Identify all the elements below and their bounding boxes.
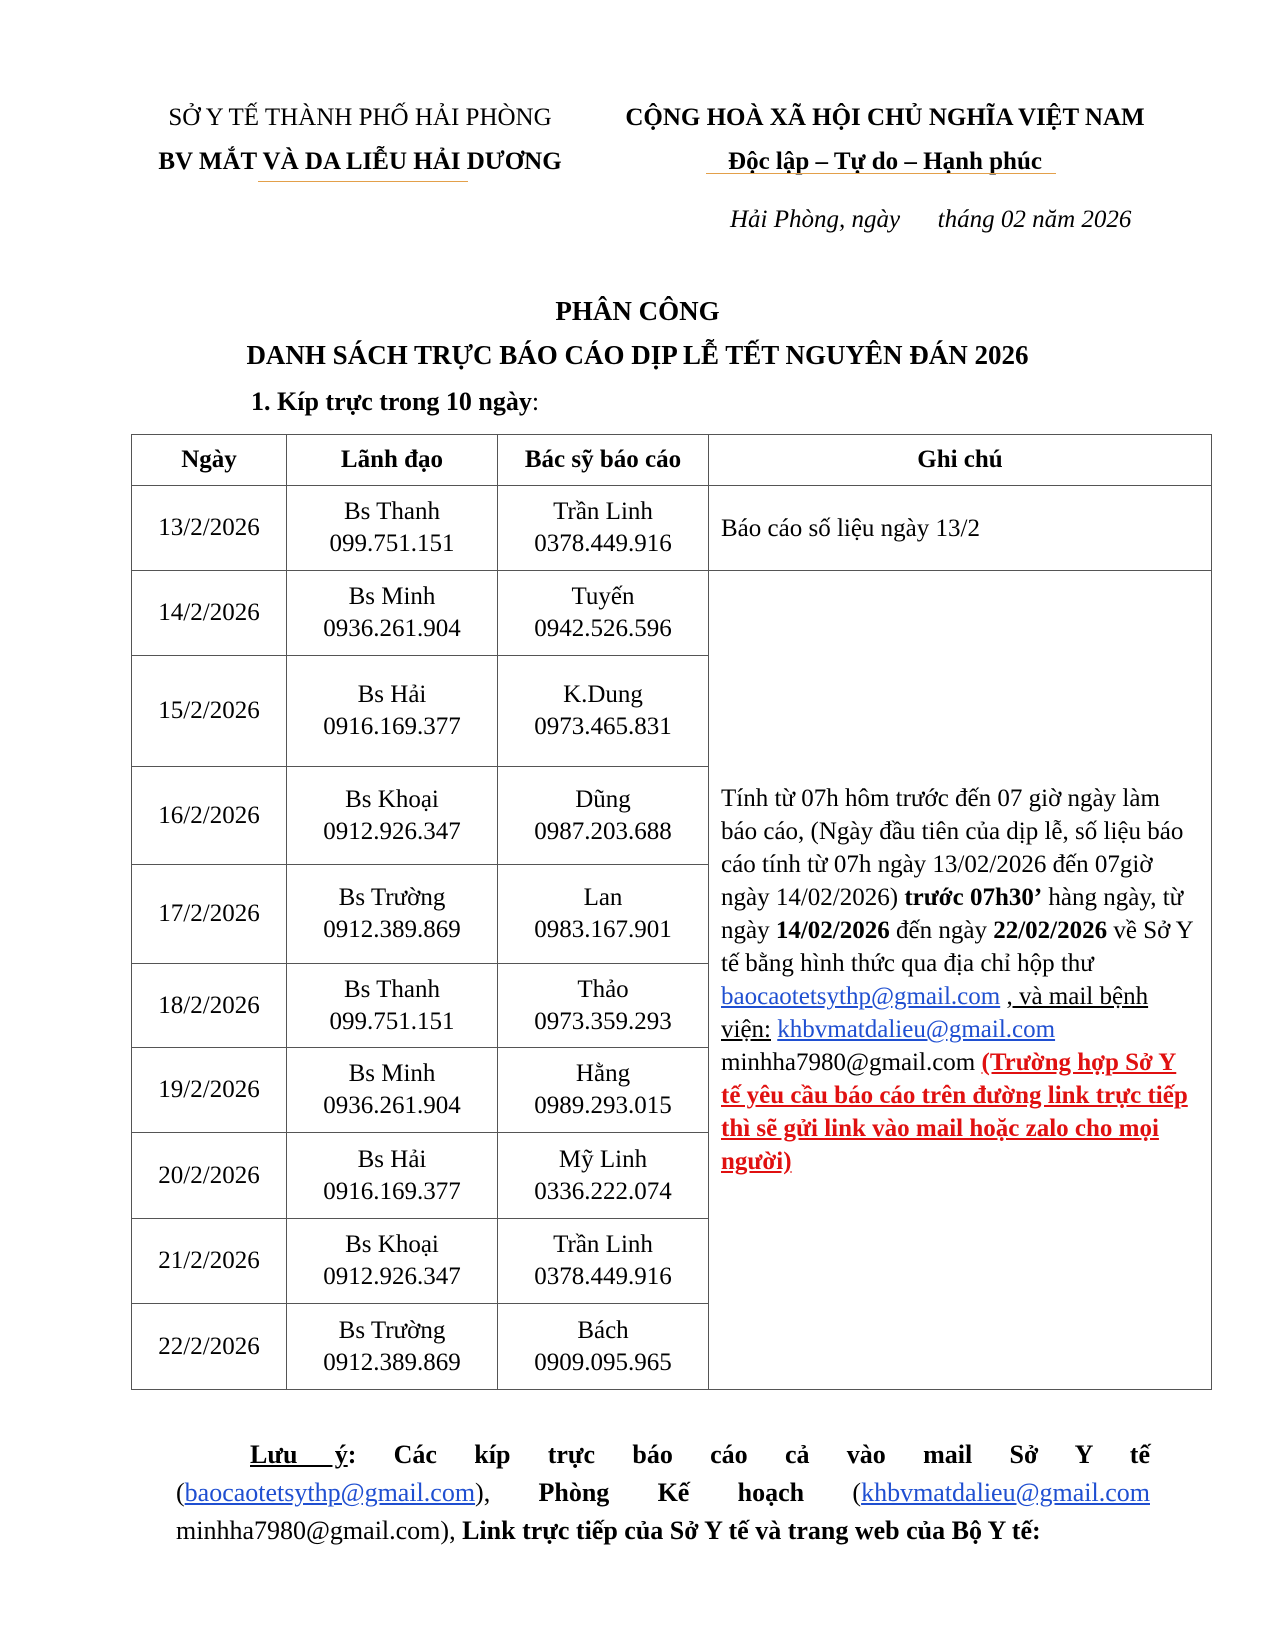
note-cell: Báo cáo số liệu ngày 13/2	[709, 486, 1212, 571]
doctor-cell: Dũng 0987.203.688	[498, 767, 709, 865]
leader-cell: Bs Trường 0912.389.869	[287, 865, 498, 964]
note-label: Lưu ý	[250, 1440, 348, 1469]
document-date: Hải Phòng, ngày tháng 02 năm 2026	[730, 206, 1132, 233]
leader-cell: Bs Minh 0936.261.904	[287, 571, 498, 656]
email-link-soyte[interactable]: baocaotetsythp@gmail.com	[721, 983, 1001, 1010]
leader-cell: Bs Khoại 0912.926.347	[287, 1219, 498, 1304]
header-right-rule	[706, 173, 1056, 174]
date-cell: 18/2/2026	[132, 964, 287, 1048]
document-subtitle: DANH SÁCH TRỰC BÁO CÁO DỊP LỄ TẾT NGUYÊN ĐÁN 2026	[246, 340, 1029, 370]
table-row	[132, 571, 1212, 656]
leader-cell: Bs Trường 0912.389.869	[287, 1304, 498, 1390]
footer-email-minhha: minhha7980@gmail.com	[176, 1516, 441, 1545]
leader-cell: Bs Minh 0936.261.904	[287, 1048, 498, 1133]
date-cell: 21/2/2026	[132, 1219, 287, 1304]
country-name: CỘNG HOÀ XÃ HỘI CHỦ NGHĨA VIỆT NAM	[625, 104, 1145, 131]
leader-cell: Bs Hải 0916.169.377	[287, 1133, 498, 1219]
header-left	[140, 96, 580, 184]
date-cell: 19/2/2026	[132, 1048, 287, 1133]
doctor-cell: Mỹ Linh 0336.222.074	[498, 1133, 709, 1219]
leader-cell: Bs Thanh 099.751.151	[287, 486, 498, 571]
note-cell-main: Tính từ 07h hôm trước đến 07 giờ ngày làm báo cáo, (Ngày đầu tiên của dịp lễ, số liệu báo cáo tính từ 07h ngày 13/02/2026 đến 07giờ ngày 14/02/2026) trước 07h30’ hàng ngày, từ ngày 14/02/2026 đến ngày 22/02/2026 về Sở Y tế bằng hình thức qua địa chỉ hộp thư baocaotetsythp@gmail.com , và mail bệnh viện: khbvmatdalieu@gmail.com minhha7980@gmail.com (Trường hợp Sở Y tế yêu cầu báo cáo trên đường link trực tiếp thì sẽ gửi link vào mail hoặc zalo cho mọi người)	[709, 571, 1212, 1390]
date-cell: 17/2/2026	[132, 865, 287, 964]
department-name: SỞ Y TẾ THÀNH PHỐ HẢI PHÒNG	[168, 104, 552, 131]
email-text-minhha: minhha7980@gmail.com	[721, 1049, 976, 1076]
date-cell: 16/2/2026	[132, 767, 287, 865]
red-notice: (Trường hợp Sở Y tế yêu cầu báo cáo trên đường link trực tiếp thì sẽ gửi link vào mail hoặc zalo cho mọi người)	[721, 1049, 1188, 1175]
leader-cell: Bs Khoại 0912.926.347	[287, 767, 498, 865]
column-header-leader: Lãnh đạo	[287, 435, 498, 486]
doctor-cell: Trần Linh 0378.449.916	[498, 486, 709, 571]
date-cell: 14/2/2026	[132, 571, 287, 656]
header-right	[595, 96, 1175, 184]
doctor-cell: Hằng 0989.293.015	[498, 1048, 709, 1133]
date-cell: 20/2/2026	[132, 1133, 287, 1219]
leader-cell: Bs Hải 0916.169.377	[287, 656, 498, 767]
doctor-cell: Thảo 0973.359.293	[498, 964, 709, 1048]
footer-note: Lưu ý: Các kíp trực báo cáo cả vào mail Sở Y tế (baocaotetsythp@gmail.com), Phòng Kế hoạch (khbvmatdalieu@gmail.com minhha7980@gmail.com), Link trực tiếp của Sở Y tế và trang web của Bộ Y tế:	[176, 1440, 1150, 1545]
doctor-cell: Lan 0983.167.901	[498, 865, 709, 964]
footer-email-soyte[interactable]: baocaotetsythp@gmail.com	[184, 1478, 476, 1507]
table-row	[132, 486, 1212, 571]
footer-email-hospital[interactable]: khbvmatdalieu@gmail.com	[861, 1478, 1150, 1507]
table-header-row	[132, 435, 1212, 486]
date-cell: 22/2/2026	[132, 1304, 287, 1390]
hospital-name: BV MẮT VÀ DA LIỄU HẢI DƯƠNG	[158, 148, 562, 175]
leader-cell: Bs Thanh 099.751.151	[287, 964, 498, 1048]
date-cell: 15/2/2026	[132, 656, 287, 767]
document-title: PHÂN CÔNG	[555, 296, 720, 326]
header-left-rule	[258, 181, 468, 182]
column-header-note: Ghi chú	[709, 435, 1212, 486]
column-header-date: Ngày	[132, 435, 287, 486]
email-link-hospital[interactable]: khbvmatdalieu@gmail.com	[777, 1016, 1056, 1043]
date-cell: 13/2/2026	[132, 486, 287, 571]
duty-table	[131, 434, 1212, 1390]
motto: Độc lập – Tự do – Hạnh phúc	[728, 148, 1042, 175]
doctor-cell: Bách 0909.095.965	[498, 1304, 709, 1390]
column-header-doctor: Bác sỹ báo cáo	[498, 435, 709, 486]
doctor-cell: Tuyến 0942.526.596	[498, 571, 709, 656]
doctor-cell: K.Dung 0973.465.831	[498, 656, 709, 767]
doctor-cell: Trần Linh 0378.449.916	[498, 1219, 709, 1304]
section-heading: 1. Kíp trực trong 10 ngày:	[251, 387, 540, 416]
